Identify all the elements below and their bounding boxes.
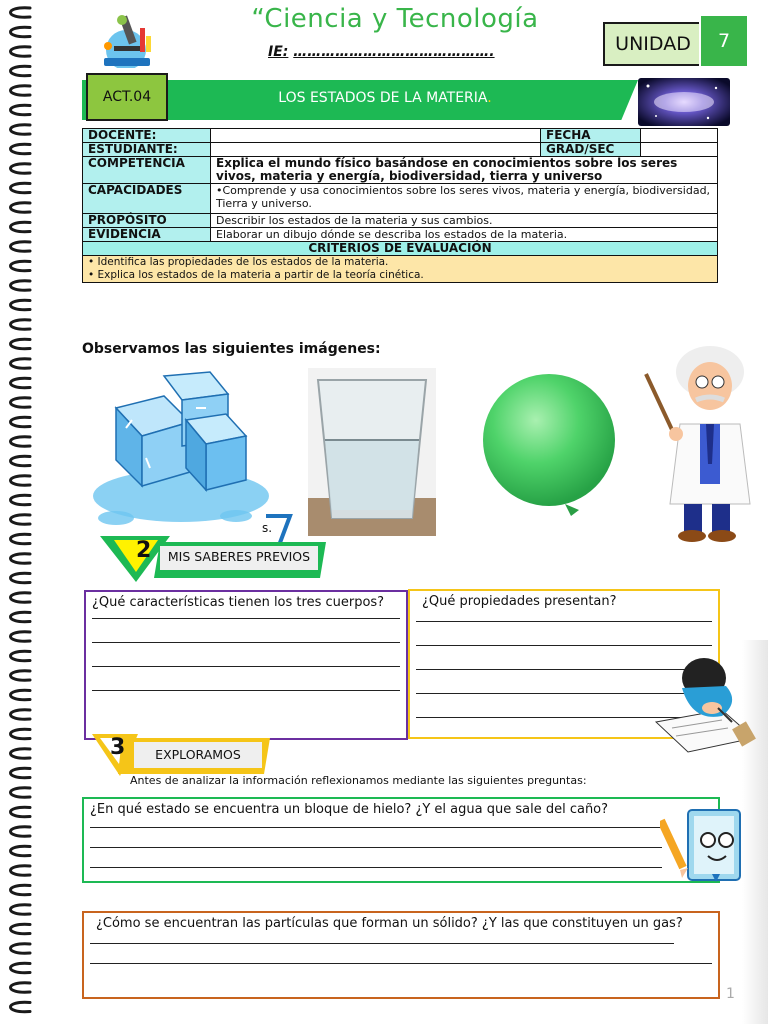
section3-label: EXPLORAMOS [134,742,262,768]
proposito-label: PROPÓSITO [83,214,211,228]
question-box-green [82,797,720,883]
student-writing-illustration [652,652,758,756]
question-characteristics: ¿Qué características tienen los tres cuerpos? [92,595,385,610]
unit-badge [603,22,743,66]
criterio-item: • Identifica las propiedades de los estados de la materia. [88,256,389,268]
activity-tag: ACT.04 [86,73,168,121]
spiral-ring [11,320,31,329]
spiral-ring [11,222,31,231]
spiral-ring [11,866,31,875]
spiral-ring [11,885,31,894]
galaxy-image [638,78,730,126]
spiral-ring [11,437,31,446]
spiral-ring [11,125,31,134]
answer-line[interactable] [416,622,712,646]
spiral-ring [11,281,31,290]
docente-field[interactable] [211,129,541,143]
docente-label: DOCENTE: [83,129,211,143]
evidencia-value: Elaborar un dibujo dónde se describa los estados de la materia. [211,228,718,242]
info-table [82,128,718,283]
spiral-ring [11,164,31,173]
spiral-binding [0,0,40,1024]
ice-caption: s. [262,521,273,535]
answer-line[interactable] [90,932,674,944]
spiral-ring [11,144,31,153]
activity-title-suffix: . [487,90,492,106]
question-box-purple [84,590,408,740]
spiral-ring [11,710,31,719]
answer-line[interactable] [92,667,400,691]
spiral-ring [11,729,31,738]
spiral-ring [11,593,31,602]
spiral-ring [11,105,31,114]
spiral-ring [11,924,31,933]
question-properties: ¿Qué propiedades presentan? [422,594,617,609]
spiral-ring [11,300,31,309]
competencia-label: COMPETENCIA [83,157,211,184]
spiral-ring [11,651,31,660]
spiral-ring [11,983,31,992]
estudiante-label: ESTUDIANTE: [83,143,211,157]
spiral-ring [11,690,31,699]
criterios-header: CRITERIOS DE EVALUACIÓN [83,242,718,256]
fecha-field[interactable] [641,129,718,143]
question-ice-state: ¿En qué estado se encuentra un bloque de hielo? ¿Y el agua que sale del caño? [90,802,609,817]
spiral-ring [11,534,31,543]
spiral-ring [11,905,31,914]
section2-label: MIS SABERES PREVIOS [160,546,318,570]
criterio-item: • Explica los estados de la materia a partir de la teoría cinética. [88,269,424,281]
spiral-ring [11,398,31,407]
estudiante-field[interactable] [211,143,541,157]
answer-line[interactable] [90,848,662,868]
spiral-ring [11,944,31,953]
fecha-label: FECHA [541,129,641,143]
glass-of-water-image [308,368,436,536]
spiral-ring [11,359,31,368]
answer-line[interactable] [92,619,400,643]
section2-number: 2 [136,538,152,563]
activity-title-text: LOS ESTADOS DE LA MATERIA [278,90,488,106]
spiral-ring [11,788,31,797]
spiral-ring [11,749,31,758]
capacidades-label: CAPACIDADES [83,184,211,214]
spiral-ring [11,554,31,563]
ie-label: IE: [268,44,289,60]
proposito-value: Describir los estados de la materia y sus cambios. [211,214,718,228]
spiral-ring [11,807,31,816]
competencia-value: Explica el mundo físico basándose en conocimientos sobre los seres vivos, materia y energía, biodiversidad, tierra y universo [211,157,718,184]
spiral-ring [11,242,31,251]
capacidades-value: •Comprende y usa conocimientos sobre los seres vivos, materia y energía, biodiversidad, Tierra y universo. [211,184,718,214]
spiral-ring [11,846,31,855]
spiral-ring [11,768,31,777]
spiral-ring [11,27,31,36]
spiral-ring [11,261,31,270]
ie-blank: ……………………………………. [293,44,495,60]
unit-label: UNIDAD [603,22,703,66]
spiral-ring [11,339,31,348]
answer-line[interactable] [416,610,712,622]
microscope-logo-icon [96,10,160,68]
spiral-ring [11,963,31,972]
evidencia-label: EVIDENCIA [83,228,211,242]
spiral-ring [11,515,31,524]
spiral-ring [11,203,31,212]
question-particles: ¿Cómo se encuentran las partículas que forman un sólido? ¿Y las que constituyen un gas? [96,916,683,931]
answer-line[interactable] [92,611,400,619]
answer-line[interactable] [90,828,662,848]
spiral-ring [11,632,31,641]
criterios-list [83,256,718,283]
activity-title [200,90,570,106]
school-field [268,44,495,60]
ice-cubes-image [86,368,276,536]
spiral-ring [11,476,31,485]
section3-number: 3 [110,735,126,760]
spiral-ring [11,417,31,426]
answer-line[interactable] [90,944,712,964]
unit-number: 7 [699,16,747,66]
observe-heading: Observamos las siguientes imágenes: [82,341,381,357]
spiral-ring [11,183,31,192]
spiral-ring [11,612,31,621]
spiral-ring [11,378,31,387]
page-title: “Ciencia y Tecnología [251,4,539,34]
spiral-ring [11,86,31,95]
spiral-ring [11,1002,31,1011]
spiral-ring [11,573,31,582]
spiral-ring [11,495,31,504]
section3-intro: Antes de analizar la información reflexionamos mediante las siguientes preguntas: [130,774,587,787]
spiral-ring [11,827,31,836]
green-balloon-image [469,368,631,528]
answer-line[interactable] [92,643,400,667]
spiral-ring [11,671,31,680]
spiral-ring [11,456,31,465]
question-box-orange [82,911,720,999]
spiral-ring [11,66,31,75]
gradsec-field[interactable] [641,143,718,157]
professor-illustration [640,334,758,544]
spiral-ring [11,47,31,56]
notebook-mascot-illustration [660,804,746,886]
page-number: 1 [726,986,735,1002]
gradsec-label: GRAD/SEC [541,143,641,157]
spiral-ring [11,8,31,17]
answer-line[interactable] [90,818,662,828]
